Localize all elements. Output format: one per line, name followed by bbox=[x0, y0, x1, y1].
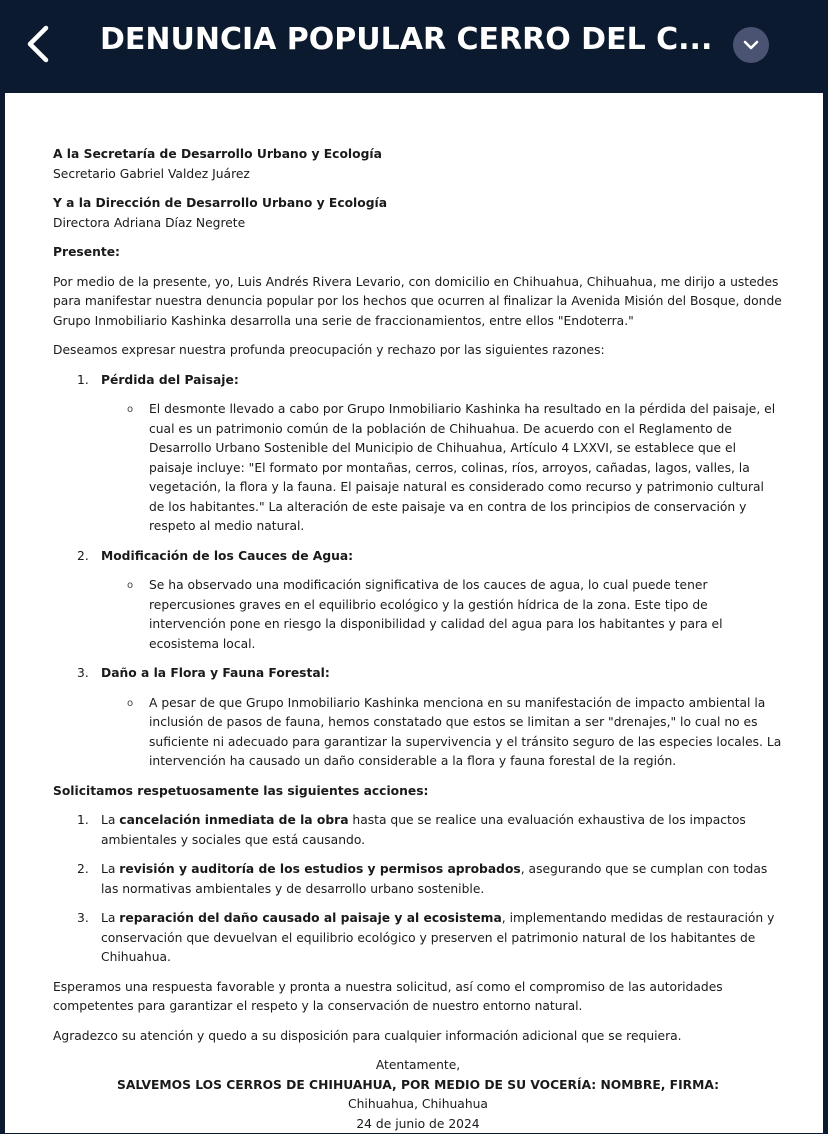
reason-item bbox=[53, 547, 783, 655]
action-text-pre: La bbox=[101, 813, 119, 827]
letter-body bbox=[53, 145, 783, 1134]
chevron-down-icon bbox=[742, 37, 760, 53]
action-text-pre: La bbox=[101, 862, 119, 876]
action-number: 2. bbox=[77, 860, 89, 880]
chevron-left-icon bbox=[18, 20, 62, 68]
reason-title: Pérdida del Paisaje: bbox=[101, 373, 239, 387]
closing-paragraph: Esperamos una respuesta favorable y pronta a nuestra solicitud, así como el compromiso de las autoridades competentes para garantizar el respeto y la conservación de nuestro entorno natural. bbox=[53, 978, 783, 1017]
action-item bbox=[53, 909, 783, 968]
document-title: DENUNCIA POPULAR CERRO DEL C... bbox=[100, 22, 712, 57]
reason-item bbox=[53, 371, 783, 537]
addressee-2-name: Directora Adriana Díaz Negrete bbox=[53, 214, 783, 234]
addressee-2-title: Y a la Dirección de Desarrollo Urbano y Ecología bbox=[53, 194, 783, 214]
action-item bbox=[53, 860, 783, 899]
reason-number: 3. bbox=[77, 664, 89, 684]
reasons-intro: Deseamos expresar nuestra profunda preocupación y rechazo por las siguientes razones: bbox=[53, 341, 783, 361]
reason-number: 1. bbox=[77, 371, 89, 391]
action-text-pre: La bbox=[101, 911, 119, 925]
sign-place: Chihuahua, Chihuahua bbox=[53, 1095, 783, 1115]
action-text-bold: revisión y auditoría de los estudios y permisos aprobados bbox=[119, 862, 520, 876]
salutation: Presente: bbox=[53, 243, 783, 263]
addressee-1-name: Secretario Gabriel Valdez Juárez bbox=[53, 165, 783, 185]
thanks-paragraph: Agradezco su atención y quedo a su disposición para cualquier información adicional que se requiera. bbox=[53, 1027, 783, 1047]
top-bar bbox=[0, 0, 828, 88]
reason-text: El desmonte llevado a cabo por Grupo Inmobiliario Kashinka ha resultado en la pérdida del paisaje, el cual es un patrimonio común de la población de Chihuahua. De acuerdo con el Reglamento de Desarrollo Urbano Sostenible del Municipio de Chihuahua, Artículo 4 LXXVI, se establece que el paisaje incluye: "El formato por montañas, cerros, colinas, ríos, arroyos, cañadas, lagos, valles, la vegetación, la flora y la fauna. El paisaje natural es considerado como recurso y patrimonio cultural de los habitantes." La alteración de este paisaje va en contra de los principios de conservación y respeto al medio natural. bbox=[149, 400, 783, 537]
reason-text: Se ha observado una modificación significativa de los cauces de agua, lo cual puede tener repercusiones graves en el equilibrio ecológico y la gestión hídrica de la zona. Este tipo de intervención pone en riesgo la disponibilidad y calidad del agua para los habitantes y para el ecosistema local. bbox=[149, 576, 783, 654]
sign-date: 24 de junio de 2024 bbox=[53, 1115, 783, 1134]
action-number: 1. bbox=[77, 811, 89, 831]
bullet-icon: o bbox=[127, 694, 133, 714]
sign-organization: SALVEMOS LOS CERROS DE CHIHUAHUA, POR MEDIO DE SU VOCERÍA: NOMBRE, FIRMA: bbox=[53, 1076, 783, 1096]
back-button[interactable] bbox=[18, 20, 62, 68]
addressee-1-title: A la Secretaría de Desarrollo Urbano y Ecología bbox=[53, 145, 783, 165]
reason-title: Daño a la Flora y Fauna Forestal: bbox=[101, 666, 330, 680]
bullet-icon: o bbox=[127, 576, 133, 596]
signature-block bbox=[53, 1056, 783, 1134]
bullet-icon: o bbox=[127, 400, 133, 420]
actions-title: Solicitamos respetuosamente las siguientes acciones: bbox=[53, 782, 783, 802]
action-text-post: hasta que se realice una evaluación exhaustiva de los impactos ambientales y sociales que está causando. bbox=[101, 813, 746, 847]
document-page bbox=[5, 93, 823, 1133]
sign-greeting: Atentamente, bbox=[53, 1056, 783, 1076]
expand-menu-button[interactable] bbox=[733, 27, 769, 63]
action-number: 3. bbox=[77, 909, 89, 929]
reason-number: 2. bbox=[77, 547, 89, 567]
reason-text: A pesar de que Grupo Inmobiliario Kashinka menciona en su manifestación de impacto ambiental la inclusión de pasos de fauna, hemos constatado que estos se limitan a ser "drenajes," lo cual no es suficiente ni adecuado para garantizar la supervivencia y el tránsito seguro de las especies locales. La intervención ha causado un daño considerable a la flora y fauna forestal de la región. bbox=[149, 694, 783, 772]
action-text-bold: cancelación inmediata de la obra bbox=[119, 813, 348, 827]
reason-title: Modificación de los Cauces de Agua: bbox=[101, 549, 353, 563]
action-text-post: , asegurando que se cumplan con todas las normativas ambientales y de desarrollo urbano sostenible. bbox=[101, 862, 767, 896]
action-text-post: , implementando medidas de restauración y conservación que devuelvan el equilibrio ecológico y preserven el patrimonio natural de los habitantes de Chihuahua. bbox=[101, 911, 774, 964]
reason-item bbox=[53, 664, 783, 772]
action-item bbox=[53, 811, 783, 850]
intro-paragraph: Por medio de la presente, yo, Luis Andrés Rivera Levario, con domicilio en Chihuahua, Chihuahua, me dirijo a ustedes para manifestar nuestra denuncia popular por los hechos que ocurren al finalizar la Avenida Misión del Bosque, donde Grupo Inmobiliario Kashinka desarrolla una serie de fraccionamientos, entre ellos "Endoterra." bbox=[53, 273, 783, 332]
action-text-bold: reparación del daño causado al paisaje y al ecosistema bbox=[119, 911, 501, 925]
